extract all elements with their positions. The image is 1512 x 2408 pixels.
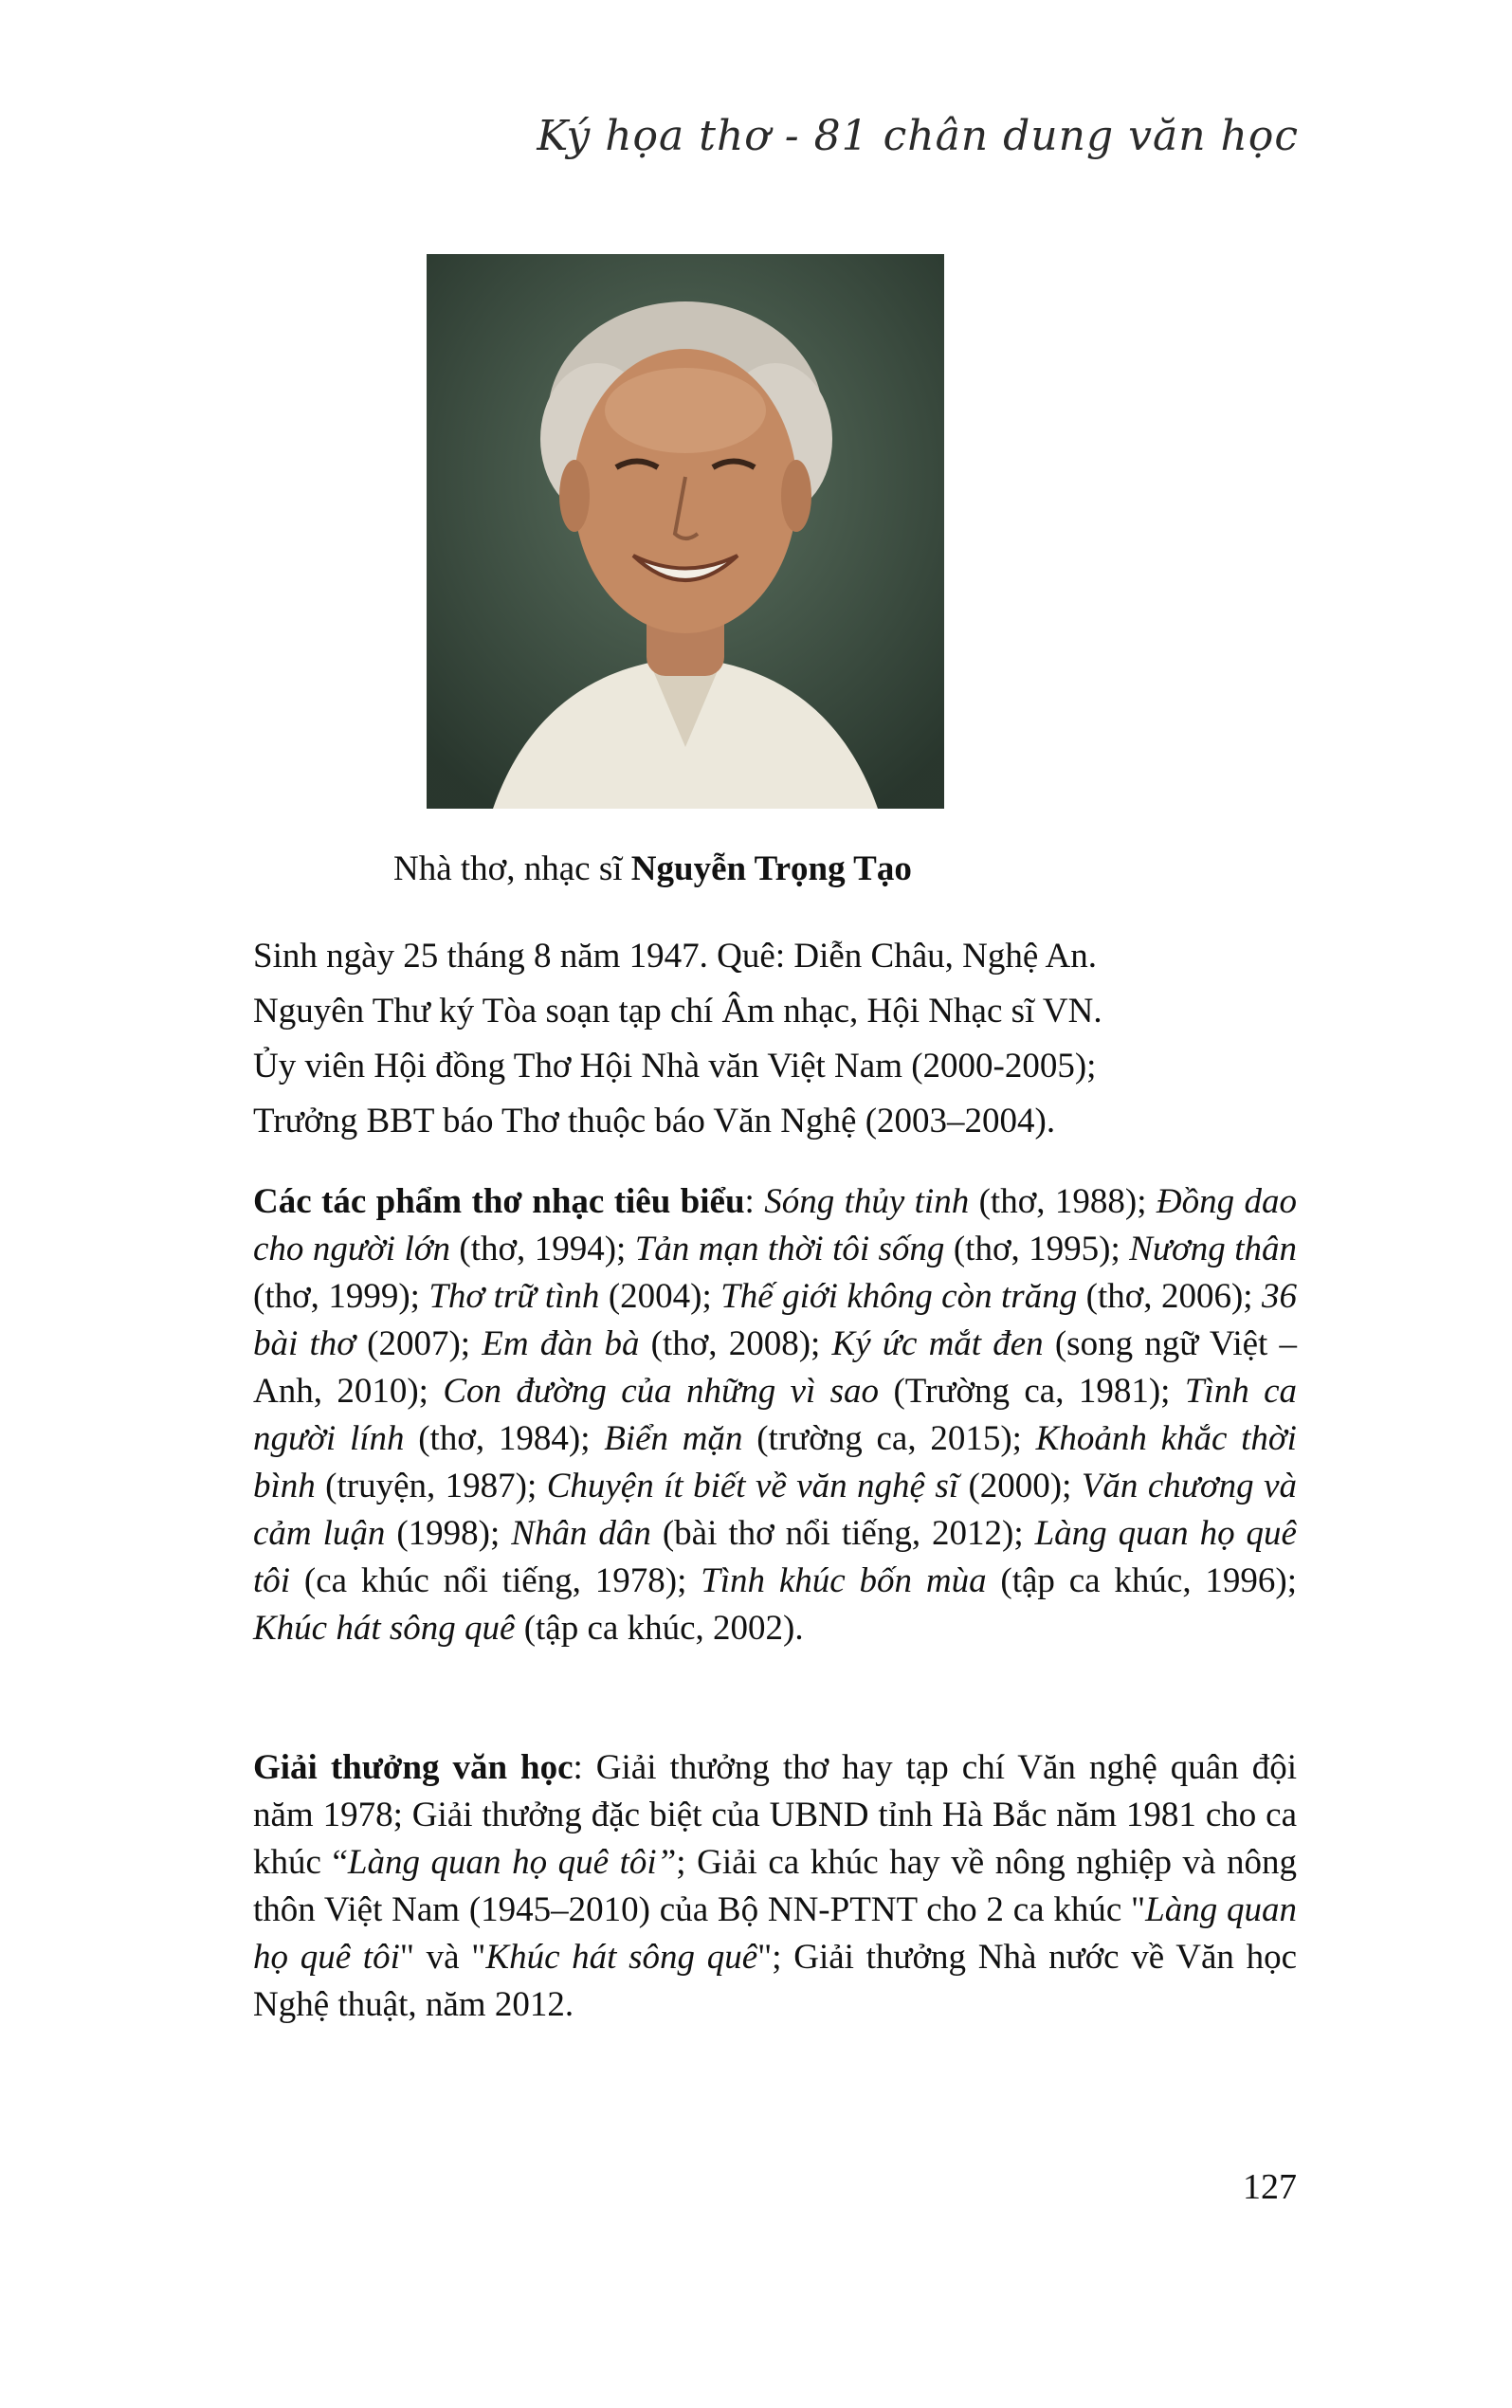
work-title: Con đường của những vì sao [443, 1372, 880, 1411]
work-title: Thơ trữ tình [428, 1277, 600, 1316]
text-run: (song ngữ Việt – Anh, 2010); [253, 1324, 1297, 1411]
work-title: Em đàn bà [482, 1324, 640, 1363]
text-run: (Trường ca, 1981); [879, 1372, 1185, 1411]
text-run: (thơ, 2006); [1077, 1277, 1262, 1316]
text-run: (thơ, 1999); [253, 1277, 429, 1316]
text-run: " và " [399, 1938, 486, 1977]
author-name: Nguyễn Trọng Tạo [630, 849, 912, 888]
work-title: Thế giới không còn trăng [720, 1277, 1078, 1316]
text-run: ; Giải ca khúc hay về nông nghiệp và nông thôn Việt Nam (1945–2010) của Bộ NN-PTNT cho 2 ca khúc " [253, 1843, 1298, 1929]
work-title: Biển mặn [604, 1419, 743, 1458]
running-header: Ký họa thơ - 81 chân dung văn học [537, 112, 1299, 160]
work-title: Ký ức mắt đen [831, 1324, 1044, 1363]
work-title: Tình khúc bốn mùa [701, 1561, 987, 1600]
bio-line: Ủy viên Hội đồng Thơ Hội Nhà văn Việt Nam (2000-2005); [253, 1047, 1097, 1085]
caption-prefix: Nhà thơ, nhạc sĩ [393, 849, 631, 888]
text-run: (thơ, 1995); [944, 1230, 1130, 1268]
work-title: Nương thân [1129, 1230, 1297, 1268]
awards-label: Giải thưởng văn học [253, 1748, 574, 1787]
work-title: Khúc hát sông quê [485, 1938, 758, 1977]
work-title: Làng quan họ quê tôi” [347, 1843, 677, 1882]
work-title: Khoảnh khắc thời bình [253, 1419, 1297, 1505]
text-run: (2000); [958, 1467, 1082, 1505]
text-run: (ca khúc nổi tiếng, 1978); [290, 1561, 701, 1600]
text-run: (tập ca khúc, 1996); [986, 1561, 1297, 1600]
bio-intro [253, 929, 1297, 1149]
text-run: (thơ, 1988); [969, 1182, 1157, 1221]
awards-paragraph [253, 1744, 1297, 2029]
bio-line: Trưởng BBT báo Thơ thuộc báo Văn Nghệ (2003–2004). [253, 1102, 1056, 1140]
works-label: Các tác phẩm thơ nhạc tiêu biểu [253, 1182, 745, 1221]
bio-line: Nguyên Thư ký Tòa soạn tạp chí Âm nhạc, Hội Nhạc sĩ VN. [253, 992, 1102, 1031]
text-run: (truyện, 1987); [315, 1467, 547, 1505]
text-run: (bài thơ nổi tiếng, 2012); [650, 1514, 1035, 1553]
page-number: 127 [1243, 2167, 1297, 2207]
work-title: 36 bài thơ [253, 1277, 1297, 1363]
portrait-caption [393, 848, 912, 889]
text-run: (1998); [385, 1514, 512, 1553]
text-run: : Giải thưởng thơ hay tạp chí Văn nghệ quân đội năm 1978; Giải thưởng đặc biệt của UBND tỉnh Hà Bắc năm 1981 cho ca khúc “ [253, 1748, 1297, 1882]
work-title: Tình ca người lính [253, 1372, 1298, 1458]
work-title: Khúc hát sông quê [253, 1609, 516, 1648]
work-title: Văn chương và cảm luận [253, 1467, 1297, 1553]
work-title: Sóng thủy tinh [764, 1182, 970, 1221]
text-run: : [744, 1182, 765, 1221]
work-title: Nhân dân [511, 1514, 651, 1553]
work-title: Làng quan họ quê tôi [253, 1514, 1297, 1600]
text-run: (thơ, 1994); [449, 1230, 635, 1268]
notable-works-paragraph [253, 1178, 1297, 1652]
works-body [253, 1182, 1297, 1648]
text-run: (2007); [355, 1324, 483, 1363]
text-run: "; Giải thưởng Nhà nước về Văn học Nghệ thuật, năm 2012. [253, 1938, 1297, 2024]
work-title: Tản mạn thời tôi sống [634, 1230, 945, 1268]
text-run: (2004); [599, 1277, 721, 1316]
text-run: (thơ, 1984); [404, 1419, 605, 1458]
awards-body [253, 1748, 1297, 2024]
author-portrait [427, 254, 944, 809]
text-run: (thơ, 2008); [639, 1324, 832, 1363]
work-title: Chuyện ít biết về văn nghệ sĩ [546, 1467, 959, 1505]
text-run: (trường ca, 2015); [742, 1419, 1036, 1458]
bio-line: Sinh ngày 25 tháng 8 năm 1947. Quê: Diễn Châu, Nghệ An. [253, 937, 1097, 976]
text-run: (tập ca khúc, 2002). [515, 1609, 804, 1648]
work-title: Đồng dao cho người lớn [253, 1182, 1297, 1268]
work-title: Làng quan họ quê tôi [253, 1890, 1297, 1977]
